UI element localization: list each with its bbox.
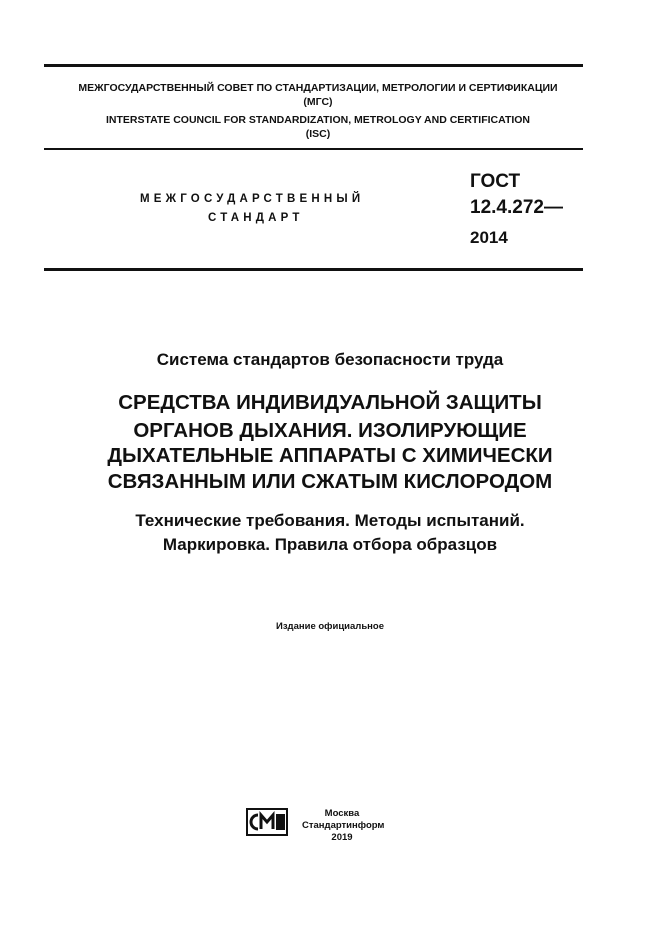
gost-designation-prefix: ГОСТ — [470, 171, 521, 192]
subtitle-line1: Технические требования. Методы испытаний. — [135, 511, 525, 530]
standard-label-line2: СТАНДАРТ — [208, 212, 304, 224]
council-name-ru: МЕЖГОСУДАРСТВЕННЫЙ СОВЕТ ПО СТАНДАРТИЗАЦИИ, МЕТРОЛОГИИ И СЕРТИФИКАЦИИ — [78, 82, 558, 94]
top-rule — [44, 64, 583, 67]
main-title-line3: ДЫХАТЕЛЬНЫЕ АППАРАТЫ С ХИМИЧЕСКИ — [107, 444, 553, 467]
subtitle-line2: Маркировка. Правила отбора образцов — [162, 535, 498, 554]
main-title-line1: СРЕДСТВА ИНДИВИДУАЛЬНОЙ ЗАЩИТЫ — [118, 391, 542, 414]
publisher-city: Москва — [324, 808, 360, 819]
main-title-line4: СВЯЗАННЫМ ИЛИ СЖАТЫМ КИСЛОРОДОМ — [107, 470, 553, 493]
standartinform-logo-icon — [246, 808, 288, 836]
publisher-name: Стандартинформ — [302, 820, 385, 831]
council-abbr-en: (ISC) — [305, 128, 331, 140]
system-title: Система стандартов безопасности труда — [156, 350, 504, 369]
designation-rule — [44, 268, 583, 271]
council-name-en: INTERSTATE COUNCIL FOR STANDARDIZATION, METROLOGY AND CERTIFICATION — [105, 114, 531, 126]
gost-designation-number: 12.4.272— — [470, 197, 563, 218]
publication-year: 2019 — [331, 832, 353, 843]
main-title-line2: ОРГАНОВ ДЫХАНИЯ. ИЗОЛИРУЮЩИЕ — [133, 419, 527, 442]
standard-label-line1: МЕЖГОСУДАРСТВЕННЫЙ — [140, 193, 365, 205]
council-abbr-ru: (МГС) — [303, 96, 333, 108]
gost-designation-year: 2014 — [470, 228, 508, 247]
edition-label: Издание официальное — [276, 621, 384, 632]
header-bottom-rule — [44, 148, 583, 150]
